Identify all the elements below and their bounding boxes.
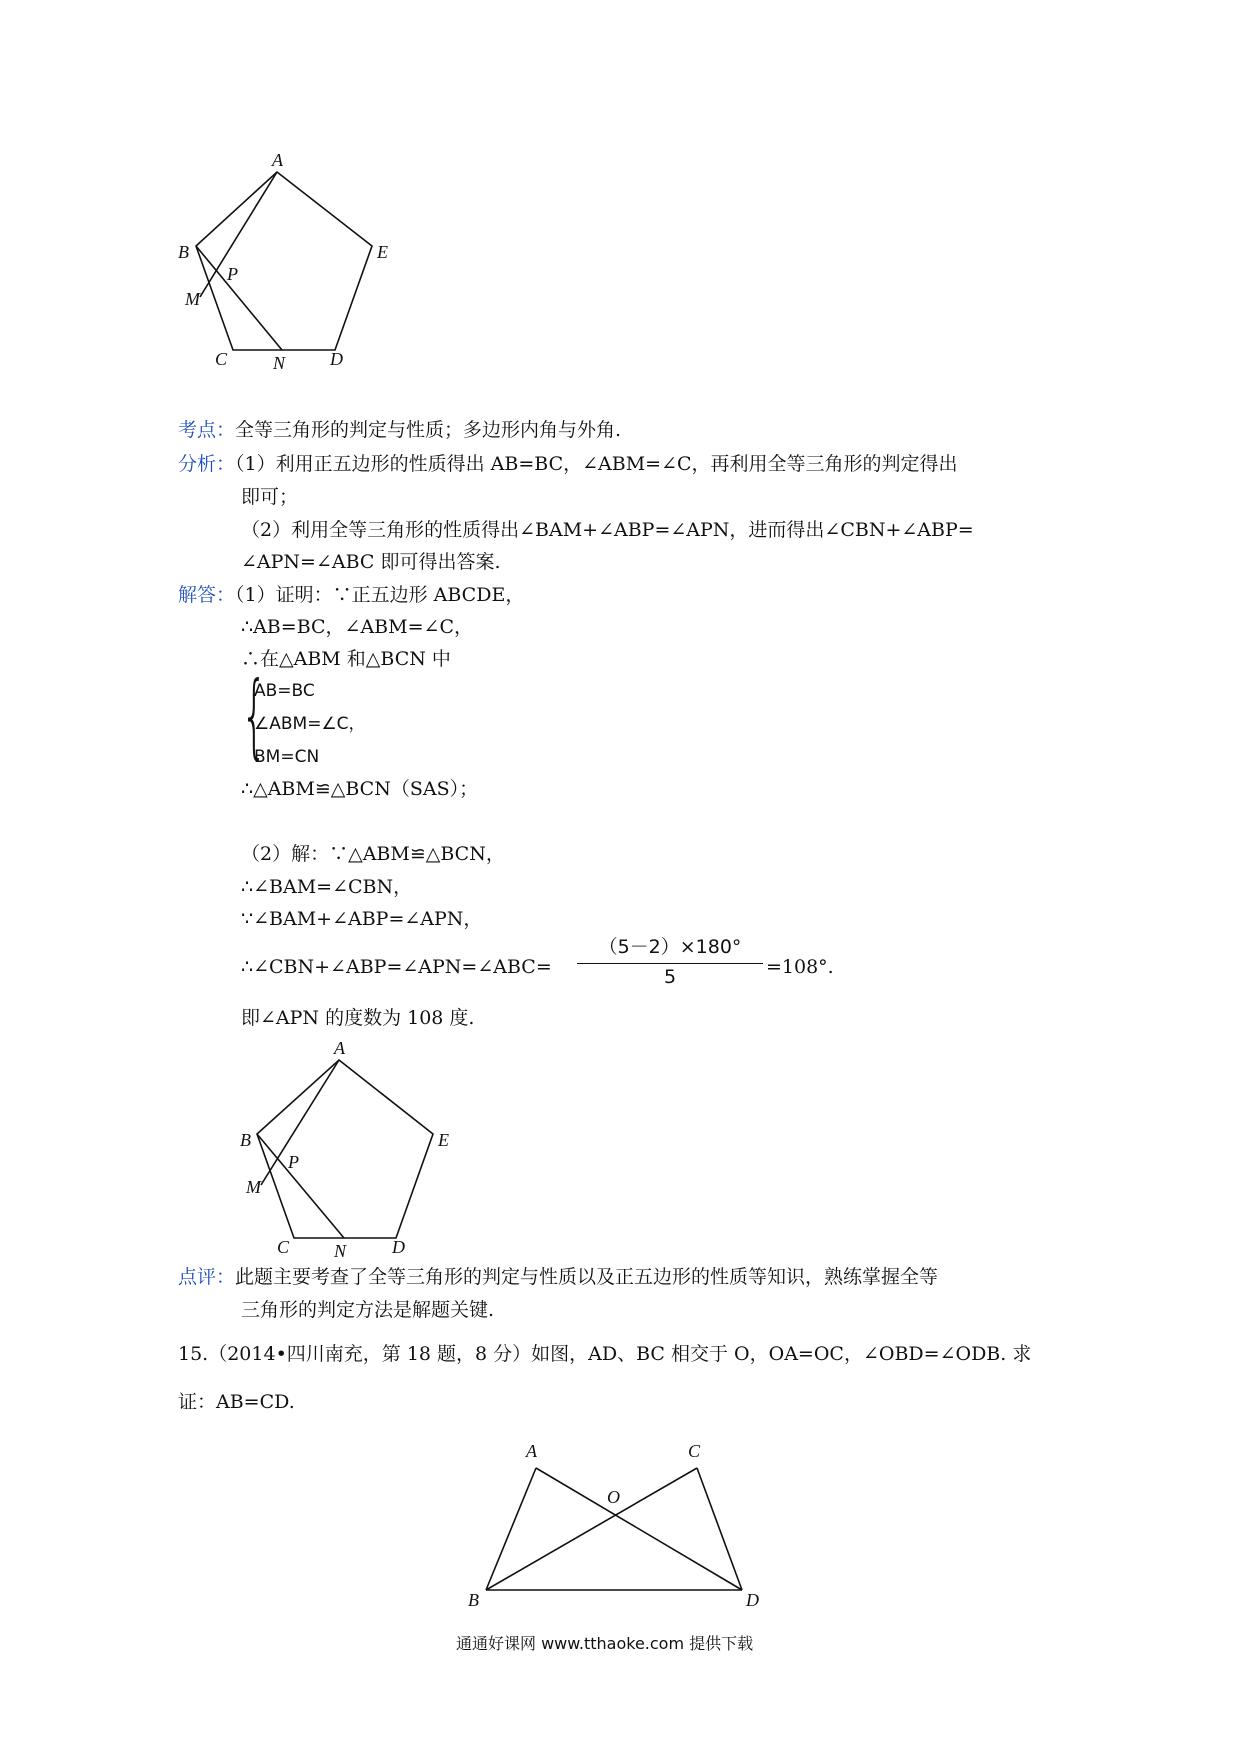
label-B: B: [178, 242, 189, 262]
label-P: P: [227, 264, 238, 284]
jieda-line-7: ∵∠BAM+∠ABP=∠APN，: [241, 908, 483, 930]
label-A: A: [526, 1441, 537, 1461]
dianping-line-2: 三角形的判定方法是解题关键.: [241, 1299, 495, 1321]
jieda-line-9: 即∠APN 的度数为 108 度.: [241, 1007, 475, 1029]
system-eq-3: BM=CN: [254, 747, 320, 767]
fenxi-tag: 分析：: [178, 453, 236, 475]
label-P: P: [288, 1152, 299, 1172]
kaodian-text: 全等三角形的判定与性质；多边形内角与外角.: [235, 419, 622, 441]
system-eq-1: AB=BC: [254, 681, 315, 701]
jieda-line-5: （2）解：∵△ABM≌△BCN，: [241, 843, 505, 865]
label-B: B: [468, 1590, 479, 1610]
label-D: D: [392, 1237, 405, 1257]
label-N: N: [273, 353, 286, 373]
jieda-text-1: （1）证明：∵正五边形 ABCDE，: [235, 584, 525, 606]
label-D: D: [746, 1590, 759, 1610]
system-brace: {: [241, 662, 268, 769]
jieda-line-6: ∴∠BAM=∠CBN，: [241, 876, 413, 898]
label-M: M: [185, 289, 200, 309]
jieda-line-8: ∴∠CBN+∠ABP=∠APN=∠ABC=: [241, 956, 552, 978]
fenxi-line-4: ∠APN=∠ABC 即可得出答案.: [241, 551, 501, 573]
jieda-line-8-end: =108°.: [766, 956, 834, 978]
label-C: C: [215, 349, 228, 369]
fenxi-line-3: （2）利用全等三角形的性质得出∠BAM+∠ABP=∠APN，进而得出∠CBN+∠ABP=: [241, 519, 974, 541]
label-B: B: [240, 1130, 251, 1150]
fraction-numerator: （5－2）×180°: [598, 936, 742, 958]
label-C: C: [688, 1441, 701, 1461]
jieda-line-4: ∴△ABM≌△BCN（SAS）；: [241, 778, 479, 800]
label-O: O: [607, 1487, 620, 1507]
jieda-line-2: ∴AB=BC，∠ABM=∠C，: [241, 616, 473, 638]
jieda-tag: 解答：: [178, 584, 236, 606]
label-N: N: [334, 1241, 347, 1261]
jieda-line-3: ∴在△ABM 和△BCN 中: [241, 648, 451, 670]
label-A: A: [334, 1038, 345, 1058]
label-E: E: [377, 242, 388, 262]
question-15-line-1: 15.（2014•四川南充，第 18 题，8 分）如图，AD、BC 相交于 O，OA=OC，∠OBD=∠ODB. 求: [178, 1343, 1032, 1365]
label-A: A: [272, 150, 283, 170]
fenxi-line-2: 即可；: [241, 486, 299, 508]
label-M: M: [246, 1177, 261, 1197]
dianping-tag: 点评：: [178, 1266, 236, 1288]
label-D: D: [330, 349, 343, 369]
question-15-line-2: 证：AB=CD.: [178, 1391, 295, 1413]
kaodian-tag: 考点：: [178, 419, 236, 441]
fenxi-text-1: （1）利用正五边形的性质得出 AB=BC，∠ABM=∠C，再利用全等三角形的判定得出: [235, 453, 958, 475]
system-eq-2: ∠ABM=∠C，: [254, 714, 366, 734]
label-E: E: [438, 1130, 449, 1150]
page-footer: 通通好课网 www.tthaoke.com 提供下载: [456, 1634, 754, 1653]
dianping-text-1: 此题主要考查了全等三角形的判定与性质以及正五边形的性质等知识，熟练掌握全等: [235, 1266, 939, 1288]
fraction-denominator: 5: [663, 966, 677, 988]
label-C: C: [277, 1237, 290, 1257]
